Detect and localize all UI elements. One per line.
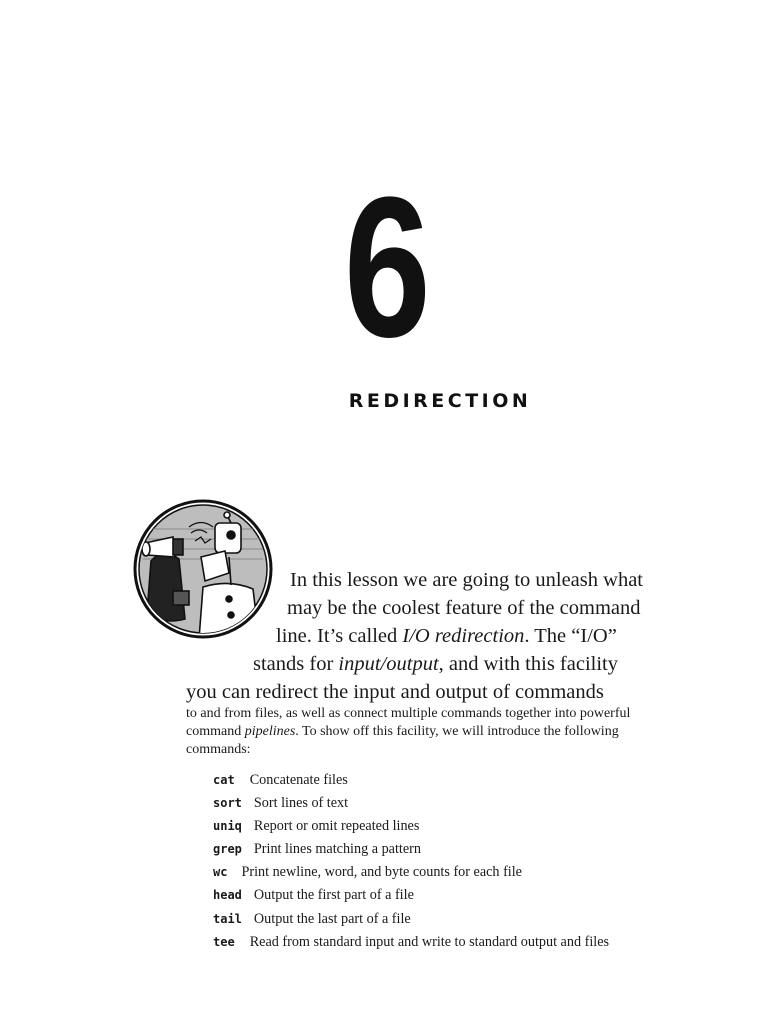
command-description: Sort lines of text	[253, 795, 349, 812]
command-name: sort	[213, 796, 242, 811]
command-description: Read from standard input and write to standard output and files	[249, 933, 610, 950]
command-item	[213, 792, 609, 815]
command-item	[213, 861, 609, 884]
command-description: Print newline, word, and byte counts for each file	[241, 864, 522, 881]
command-name: head	[213, 888, 242, 903]
body-text-end: . To show off this facility, we will introduce the following commands:	[186, 724, 619, 757]
command-list	[213, 769, 609, 954]
intro-line-4-text: stands for	[253, 653, 339, 675]
command-item	[213, 931, 609, 954]
intro-line-5: you can redirect the input and output of commands	[186, 681, 604, 703]
intro-line-4-tail: , and with this facility	[438, 653, 618, 675]
command-description: Print lines matching a pattern	[253, 841, 421, 858]
intro-line-1: In this lesson we are going to unleash what	[290, 569, 643, 591]
command-description: Output the first part of a file	[253, 887, 414, 904]
command-description: Concatenate files	[249, 772, 348, 788]
command-description: Report or omit repeated lines	[253, 818, 420, 835]
robot-megaphone-illustration	[133, 499, 273, 639]
command-name: grep	[213, 842, 242, 857]
intro-line-3-tail: . The “I/O”	[524, 625, 617, 647]
io-redirection-term: I/O redirection	[402, 625, 525, 647]
body-paragraph	[186, 705, 686, 759]
intro-line-3-text: line. It’s called	[276, 625, 403, 647]
command-name: cat	[213, 773, 235, 787]
input-output-term: input/output	[338, 653, 439, 675]
intro-line-2: may be the coolest feature of the command	[287, 597, 641, 619]
command-name: uniq	[213, 819, 242, 834]
command-item	[213, 908, 609, 931]
pipelines-term: pipelines	[244, 724, 296, 739]
command-name: tee	[213, 934, 235, 949]
command-item	[213, 815, 609, 838]
chapter-title: REDIRECTION	[348, 390, 532, 412]
intro-line-3	[276, 622, 617, 650]
command-name: tail	[213, 911, 242, 926]
command-item	[213, 838, 609, 861]
command-item	[213, 884, 609, 907]
command-description: Output the last part of a file	[253, 910, 411, 927]
command-name: wc	[213, 865, 228, 880]
chapter-number: 6	[343, 156, 427, 379]
intro-line-4	[253, 650, 618, 678]
command-item	[213, 769, 609, 792]
body-text-start: to and from files, as well as connect multiple commands together into powerful command	[186, 706, 631, 739]
